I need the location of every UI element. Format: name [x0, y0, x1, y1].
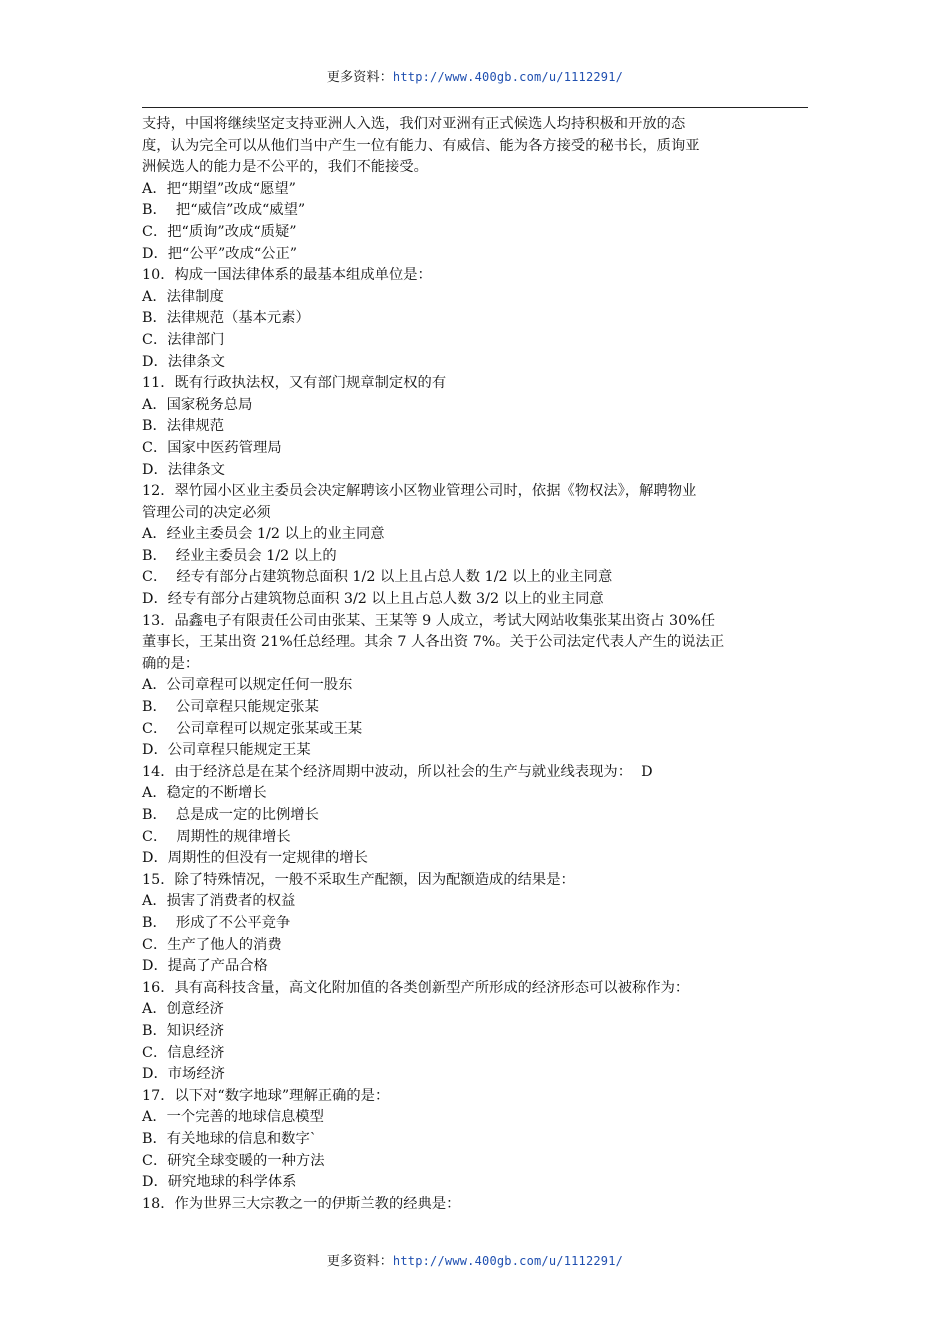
text-line: A．国家税务总局: [142, 396, 253, 413]
footer-link[interactable]: http://www.400gb.com/u/1112291/: [392, 1254, 624, 1268]
text-line: C．法律部门: [142, 331, 225, 348]
text-line: C．生产了他人的消费: [142, 936, 282, 953]
text-line: B． 形成了不公平竞争: [142, 914, 291, 931]
text-line: 支持，中国将继续坚定支持亚洲人入选，我们对亚洲有正式候选人均持积极和开放的态: [142, 116, 686, 132]
text-line: 15．除了特殊情况，一般不采取生产配额，因为配额造成的结果是：: [142, 871, 575, 888]
text-line: 管理公司的决定必须: [142, 504, 271, 521]
text-line: D．法律条文: [142, 461, 225, 478]
text-line: 18．作为世界三大宗教之一的伊斯兰教的经典是：: [142, 1195, 461, 1212]
text-line: D．周期性的但没有一定规律的增长: [142, 850, 368, 867]
text-line: C．信息经济: [142, 1044, 225, 1061]
text-line: C．研究全球变暖的一种方法: [142, 1152, 325, 1169]
text-line: C．把“质询”改成“质疑”: [142, 223, 297, 240]
text-line: B． 把“威信”改成“威望”: [142, 202, 306, 219]
footer-label: 更多资料：: [326, 1254, 393, 1269]
text-line: D．把“公平”改成“公正”: [142, 245, 298, 262]
text-line: A．一个完善的地球信息模型: [142, 1109, 324, 1126]
page-footer: [0, 1250, 950, 1269]
text-line: 度，认为完全可以从他们当中产生一位有能力、有威信、能为各方接受的秘书长，质询亚: [142, 137, 700, 154]
text-line: D．市场经济: [142, 1066, 225, 1083]
text-line: 14．由于经济总是在某个经济周期中波动，所以社会的生产与就业线表现为： D: [142, 763, 653, 780]
text-line: B．知识经济: [142, 1022, 224, 1039]
text-line: A．创意经济: [142, 1001, 224, 1018]
text-line: 11．既有行政执法权，又有部门规章制定权的有: [142, 375, 447, 392]
text-line: D．法律条文: [142, 353, 225, 370]
text-line: B．法律规范: [142, 418, 224, 435]
text-line: A．公司章程可以规定任何一股东: [142, 677, 353, 694]
text-line: B．法律规范（基本元素）: [142, 310, 310, 327]
text-line: B． 总是成一定的比例增长: [142, 807, 319, 823]
text-line: C． 经专有部分占建筑物总面积 1/2 以上且占总人数 1/2 以上的业主同意: [142, 569, 613, 586]
text-line: A．经业主委员会 1/2 以上的业主同意: [142, 526, 385, 543]
header-rule: [142, 107, 808, 108]
text-line: D．经专有部分占建筑物总面积 3/2 以上且占总人数 3/2 以上的业主同意: [142, 591, 604, 608]
text-line: A．法律制度: [142, 288, 224, 305]
text-line: 13．品鑫电子有限责任公司由张某、王某等 9 人成立，考试大网站收集张某出资占 30%任: [142, 612, 716, 629]
text-line: C． 周期性的规律增长: [142, 828, 291, 845]
header-label: 更多资料：: [326, 70, 393, 85]
text-line: 洲候选人的能力是不公平的，我们不能接受。: [142, 159, 428, 176]
document-body: [142, 114, 812, 1215]
text-line: 16．具有高科技含量，高文化附加值的各类创新型产所形成的经济形态可以被称作为：: [142, 979, 690, 996]
text-line: B．有关地球的信息和数字`: [142, 1130, 317, 1147]
text-line: 17．以下对“数字地球”理解正确的是：: [142, 1087, 390, 1104]
text-line: 10．构成一国法律体系的最基本组成单位是：: [142, 267, 432, 284]
text-line: D．研究地球的科学体系: [142, 1174, 297, 1191]
text-line: B． 经业主委员会 1/2 以上的: [142, 547, 337, 564]
header-link[interactable]: http://www.400gb.com/u/1112291/: [392, 70, 624, 84]
text-line: 董事长，王某出资 21%任总经理。其余 7 人各出资 7%。关于公司法定代表人产生的说法正: [142, 634, 725, 651]
text-line: D．公司章程只能规定王某: [142, 742, 311, 759]
text-line: A．稳定的不断增长: [142, 785, 267, 802]
text-line: 12．翠竹园小区业主委员会决定解聘该小区物业管理公司时，依据《物权法》，解聘物业: [142, 483, 697, 500]
text-line: C．国家中医药管理局: [142, 439, 282, 456]
text-line: D．提高了产品合格: [142, 958, 268, 975]
text-line: 确的是：: [142, 655, 200, 672]
text-line: B． 公司章程只能规定张某: [142, 699, 319, 716]
text-line: A．把“期望”改成“愿望”: [142, 180, 296, 197]
page-header: [0, 66, 950, 85]
text-line: C． 公司章程可以规定张某或王某: [142, 720, 363, 737]
text-line: A．损害了消费者的权益: [142, 893, 296, 910]
